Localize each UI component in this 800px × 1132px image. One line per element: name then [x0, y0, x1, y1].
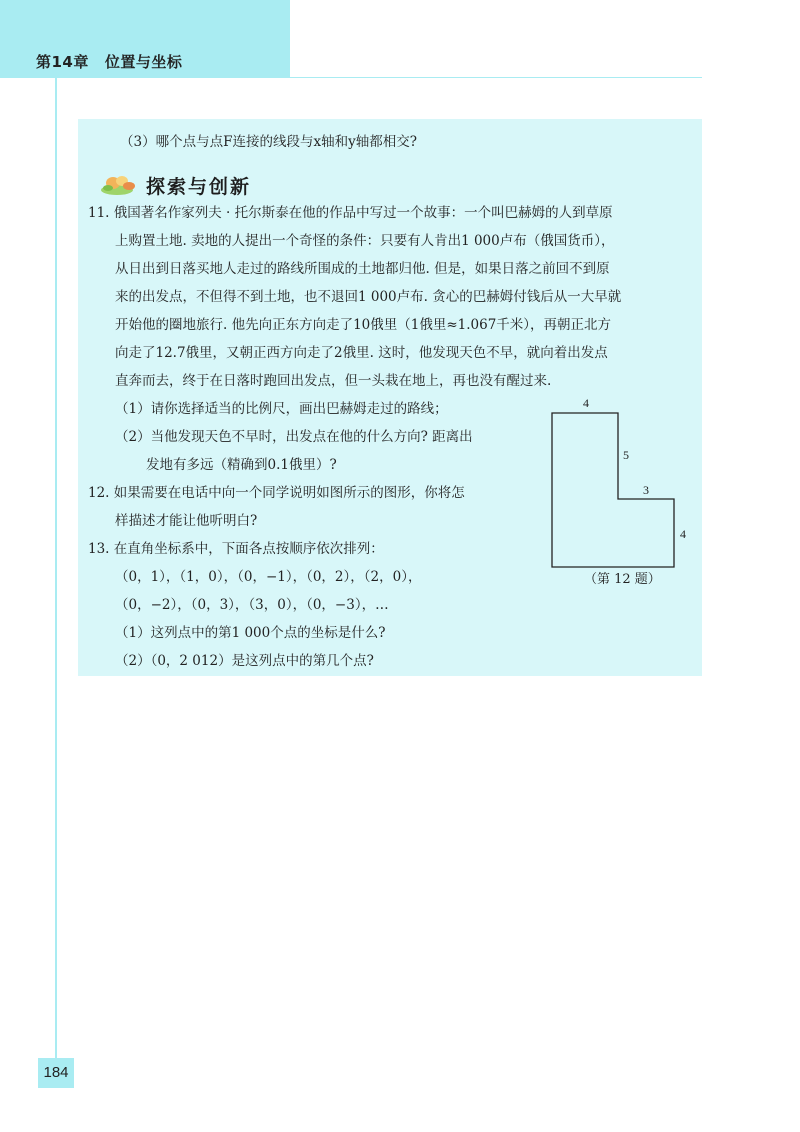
- section-title: 探索与创新: [146, 176, 252, 198]
- q13-line-1: 13. 在直角坐标系中，下面各点按顺序依次排列：: [88, 541, 384, 557]
- q11-line-3: 从日出到日落买地人走过的路线所围成的土地都归他. 但是，如果日落之前回不到原: [115, 261, 610, 277]
- q11-sub2-line-2: 发地有多远（精确到0.1俄里）?: [146, 457, 337, 473]
- q10-sub3: （3）哪个点与点F连接的线段与x轴和y轴都相交?: [120, 134, 417, 150]
- q11-sub1: （1）请你选择适当的比例尺，画出巴赫姆走过的路线；: [115, 401, 448, 417]
- label-middle: 3: [643, 483, 649, 497]
- q11-line-6: 向走了12.7俄里，又朝正西方向走了2俄里. 这时，他发现天色不早，就向着出发点: [115, 345, 608, 361]
- figure-caption: （第 12 题）: [584, 572, 661, 587]
- header-divider: [290, 77, 702, 78]
- q13-sequence-2: （0，−2），（0，3），（3，0），（0，−3），…: [115, 597, 389, 613]
- q13-sub1: （1）这列点中的第1 000个点的坐标是什么?: [115, 625, 386, 641]
- left-margin-rule: [55, 78, 57, 1088]
- q11-line-7: 直奔而去，终于在日落时跑回出发点，但一头栽在地上，再也没有醒过来.: [115, 373, 552, 389]
- q13-sub2: （2）（0，2 012）是这列点中的第几个点?: [115, 653, 374, 669]
- l-shape-outline: [552, 413, 674, 567]
- q11-line-4: 来的出发点，不但得不到土地，也不退回1 000卢布. 贪心的巴赫姆付钱后从一大早就: [115, 289, 622, 305]
- q13-sequence-1: （0，1），（1，0），（0，−1），（0，2），（2，0），: [115, 569, 422, 585]
- chapter-title: [36, 51, 182, 72]
- q12-line-2: 样描述才能让他听明白?: [115, 513, 258, 529]
- q12-line-1: 12. 如果需要在电话中向一个同学说明如图所示的图形，你将怎: [88, 485, 465, 501]
- q11-line-2: 上购置土地. 卖地的人提出一个奇怪的条件：只要有人肯出1 000卢布（俄国货币），: [115, 233, 615, 249]
- q11-sub2-line-1: （2）当他发现天色不早时，出发点在他的什么方向? 距离出: [115, 429, 473, 445]
- section-flower-icon: [100, 171, 140, 197]
- q11-line-1: 11. 俄国著名作家列夫 · 托尔斯泰在他的作品中写过一个故事：一个叫巴赫姆的人到草原: [88, 205, 613, 221]
- chapter-number: 第14章: [36, 53, 89, 71]
- page-number: 184: [38, 1058, 74, 1088]
- exercise-panel: [78, 119, 702, 676]
- label-top: 4: [583, 396, 589, 410]
- label-left-inner: 5: [623, 448, 629, 462]
- chapter-name: 位置与坐标: [104, 53, 183, 71]
- chapter-header-tab: [0, 0, 290, 78]
- q11-line-5: 开始他的圈地旅行. 他先向正东方向走了10俄里（1俄里≈1.067千米），再朝正北方: [115, 317, 612, 333]
- label-right: 4: [680, 527, 686, 541]
